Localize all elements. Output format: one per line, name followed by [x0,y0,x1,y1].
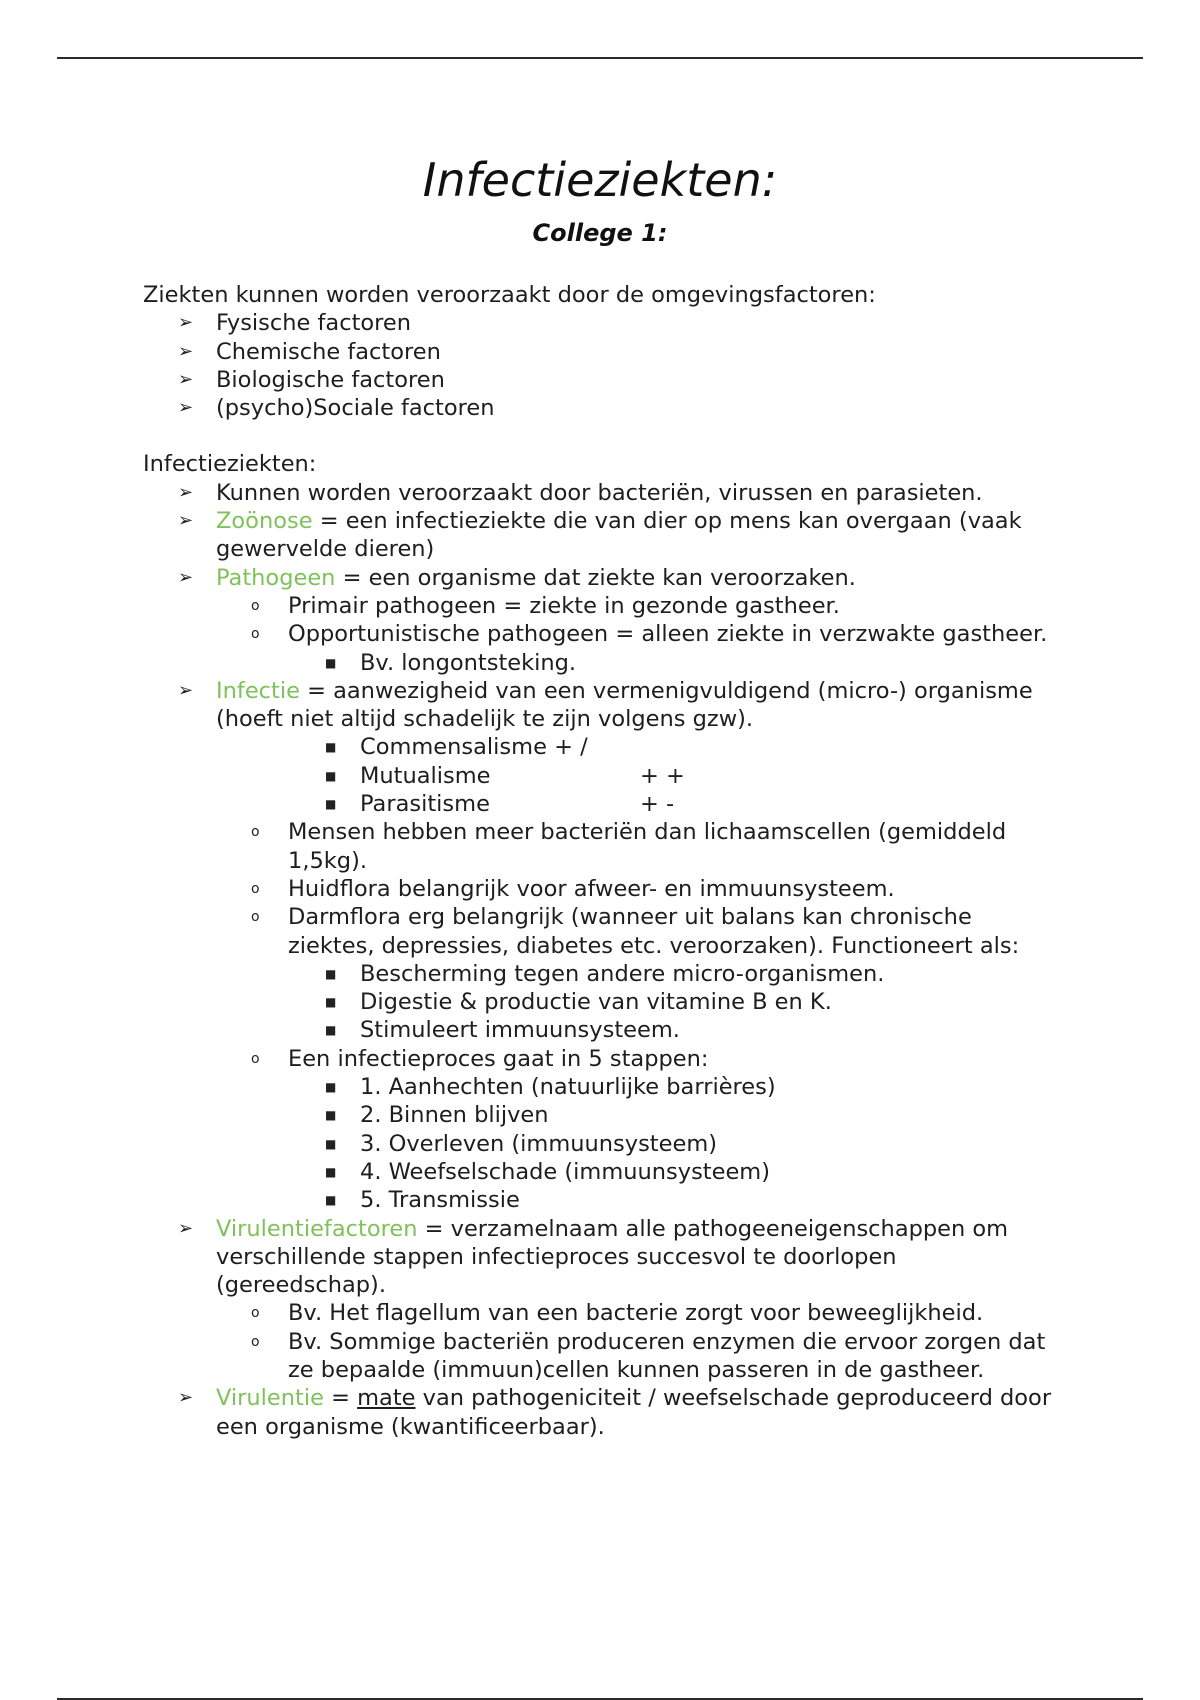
list-item-virulentiefactoren: ➢ Virulentiefactoren = verzamelnaam alle pathogeeneigenschappen om verschillende stappen infectieproces succesvol te doorlopen (gereedschap). [178,1215,1009,1299]
square-bullet-icon: ■ [325,1164,337,1179]
arrowhead-bullet-icon: ➢ [178,510,194,532]
term-infectie: Infectie [216,677,300,704]
darmflora-list [143,960,1063,1045]
circle-bullet-icon: o [251,1333,260,1350]
square-bullet-icon: ■ [325,995,337,1010]
list-item: o Primair pathogeen = ziekte in gezonde gastheer. [251,592,840,619]
circle-bullet-icon: o [251,880,260,897]
infectieproces-sublist [143,1045,1063,1073]
page-subtitle: College 1: [532,219,668,247]
list-item: ➢ Fysische factoren [178,310,412,337]
list-item: ➢ Kunnen worden veroorzaakt door bacteriën, virussen en parasieten. [178,479,983,506]
circle-bullet-icon: o [251,1050,260,1067]
square-bullet-icon: ■ [325,966,337,981]
circle-bullet-icon: o [251,1305,260,1322]
square-bullet-icon: ■ [325,1193,337,1208]
list-item: ➢ (psycho)Sociale factoren [178,395,495,422]
list-item: ■ Commensalisme + / [325,734,588,761]
list-item: ■ 3. Overleven (immuunsysteem) [325,1130,718,1157]
arrowhead-bullet-icon: ➢ [178,397,194,419]
circle-bullet-icon: o [251,824,260,841]
list-item-virulentie: ➢ Virulentie = mate van pathogeniciteit / weefselschade geproduceerd door een organisme (kwantificeerbaar). [178,1385,1052,1440]
square-bullet-icon: ■ [325,1136,337,1151]
virulentie-list [143,1384,1063,1441]
infect-heading: Infectieziekten: [143,451,317,478]
square-bullet-icon: ■ [325,1108,337,1123]
term-virulentiefactoren: Virulentiefactoren [216,1215,418,1242]
list-item: ■ Mutualisme + + [325,762,685,789]
list-item-infectie: ➢ Infectie = aanwezigheid van een vermenigvuldigend (micro-) organisme (hoeft niet altijd schadelijk te zijn volgens gzw). [178,677,1033,733]
list-item: o Een infectieproces gaat in 5 stappen: [251,1045,709,1072]
infect-list-cont [143,677,1063,734]
term-zoonose: Zoönose [216,508,313,535]
arrowhead-bullet-icon: ➢ [178,679,194,701]
page-title: Infectieziekten: [422,153,778,207]
virulentiefactoren-sublist [143,1299,1063,1384]
steps-list [143,1073,1063,1214]
square-bullet-icon: ■ [325,740,337,755]
term-virulentie: Virulentie [216,1385,324,1412]
intro-heading: Ziekten kunnen worden veroorzaakt door de omgevingsfactoren: [143,282,876,308]
arrowhead-bullet-icon: ➢ [178,566,194,588]
arrowhead-bullet-icon: ➢ [178,481,194,503]
circle-bullet-icon: o [251,626,260,643]
document-body [143,281,1063,1441]
arrowhead-bullet-icon: ➢ [178,1217,194,1239]
infect-list-end [143,1215,1063,1300]
infectie-sublist [143,818,1063,959]
pathogeen-sublist [143,592,1063,649]
arrowhead-bullet-icon: ➢ [178,1387,194,1409]
square-bullet-icon: ■ [325,655,337,670]
list-item: ■ 4. Weefselschade (immuunsysteem) [325,1158,770,1185]
square-bullet-icon: ■ [325,797,337,812]
list-item: ■ Bv. longontsteking. [325,649,577,676]
arrowhead-bullet-icon: ➢ [178,340,194,362]
list-item: ■ Bescherming tegen andere micro-organismen. [325,960,885,987]
list-item: ➢ Chemische factoren [178,338,441,365]
square-bullet-icon: ■ [325,1023,337,1038]
list-item: ■ Parasitisme + - [325,791,675,818]
infect-list [143,479,1063,592]
arrowhead-bullet-icon: ➢ [178,368,194,390]
list-item: o Mensen hebben meer bacteriën dan lichaamscellen (gemiddeld 1,5kg). [251,819,1007,874]
circle-bullet-icon: o [251,597,260,614]
list-item: o Darmflora erg belangrijk (wanneer uit balans kan chronische ziektes, depressies, diabetes etc. veroorzaken). Functioneert als: [251,904,1020,959]
list-item: o Opportunistische pathogeen = alleen ziekte in verzwakte gastheer. [251,621,1048,648]
list-item: o Bv. Sommige bacteriën produceren enzymen die ervoor zorgen dat ze bepaalde (immuun)cellen kunnen passeren in de gastheer. [251,1328,1046,1383]
top-rule [57,57,1143,59]
square-bullet-icon: ■ [325,768,337,783]
term-pathogeen: Pathogeen [216,564,336,591]
list-item: ➢ Biologische factoren [178,366,445,393]
square-bullet-icon: ■ [325,1080,337,1095]
list-item-pathogeen: ➢ Pathogeen = een organisme dat ziekte kan veroorzaken. [178,564,856,591]
factor-list [143,309,1063,422]
list-item-zoonose: ➢ Zoönose = een infectieziekte die van dier op mens kan overgaan (vaak gewervelde dieren) [178,508,1022,563]
pathogeen-example-list [143,649,1063,677]
arrowhead-bullet-icon: ➢ [178,312,194,334]
list-item: ■ Stimuleert immuunsysteem. [325,1017,680,1044]
relation-list [143,733,1063,818]
list-item: o Bv. Het flagellum van een bacterie zorgt voor beweeglijkheid. [251,1300,984,1327]
circle-bullet-icon: o [251,909,260,926]
list-item: ■ 5. Transmissie [325,1187,520,1214]
list-item: ■ 2. Binnen blijven [325,1102,549,1129]
list-item: ■ 1. Aanhechten (natuurlijke barrières) [325,1074,776,1101]
list-item: o Huidflora belangrijk voor afweer- en immuunsysteem. [251,875,895,902]
list-item: ■ Digestie & productie van vitamine B en K. [325,989,832,1016]
